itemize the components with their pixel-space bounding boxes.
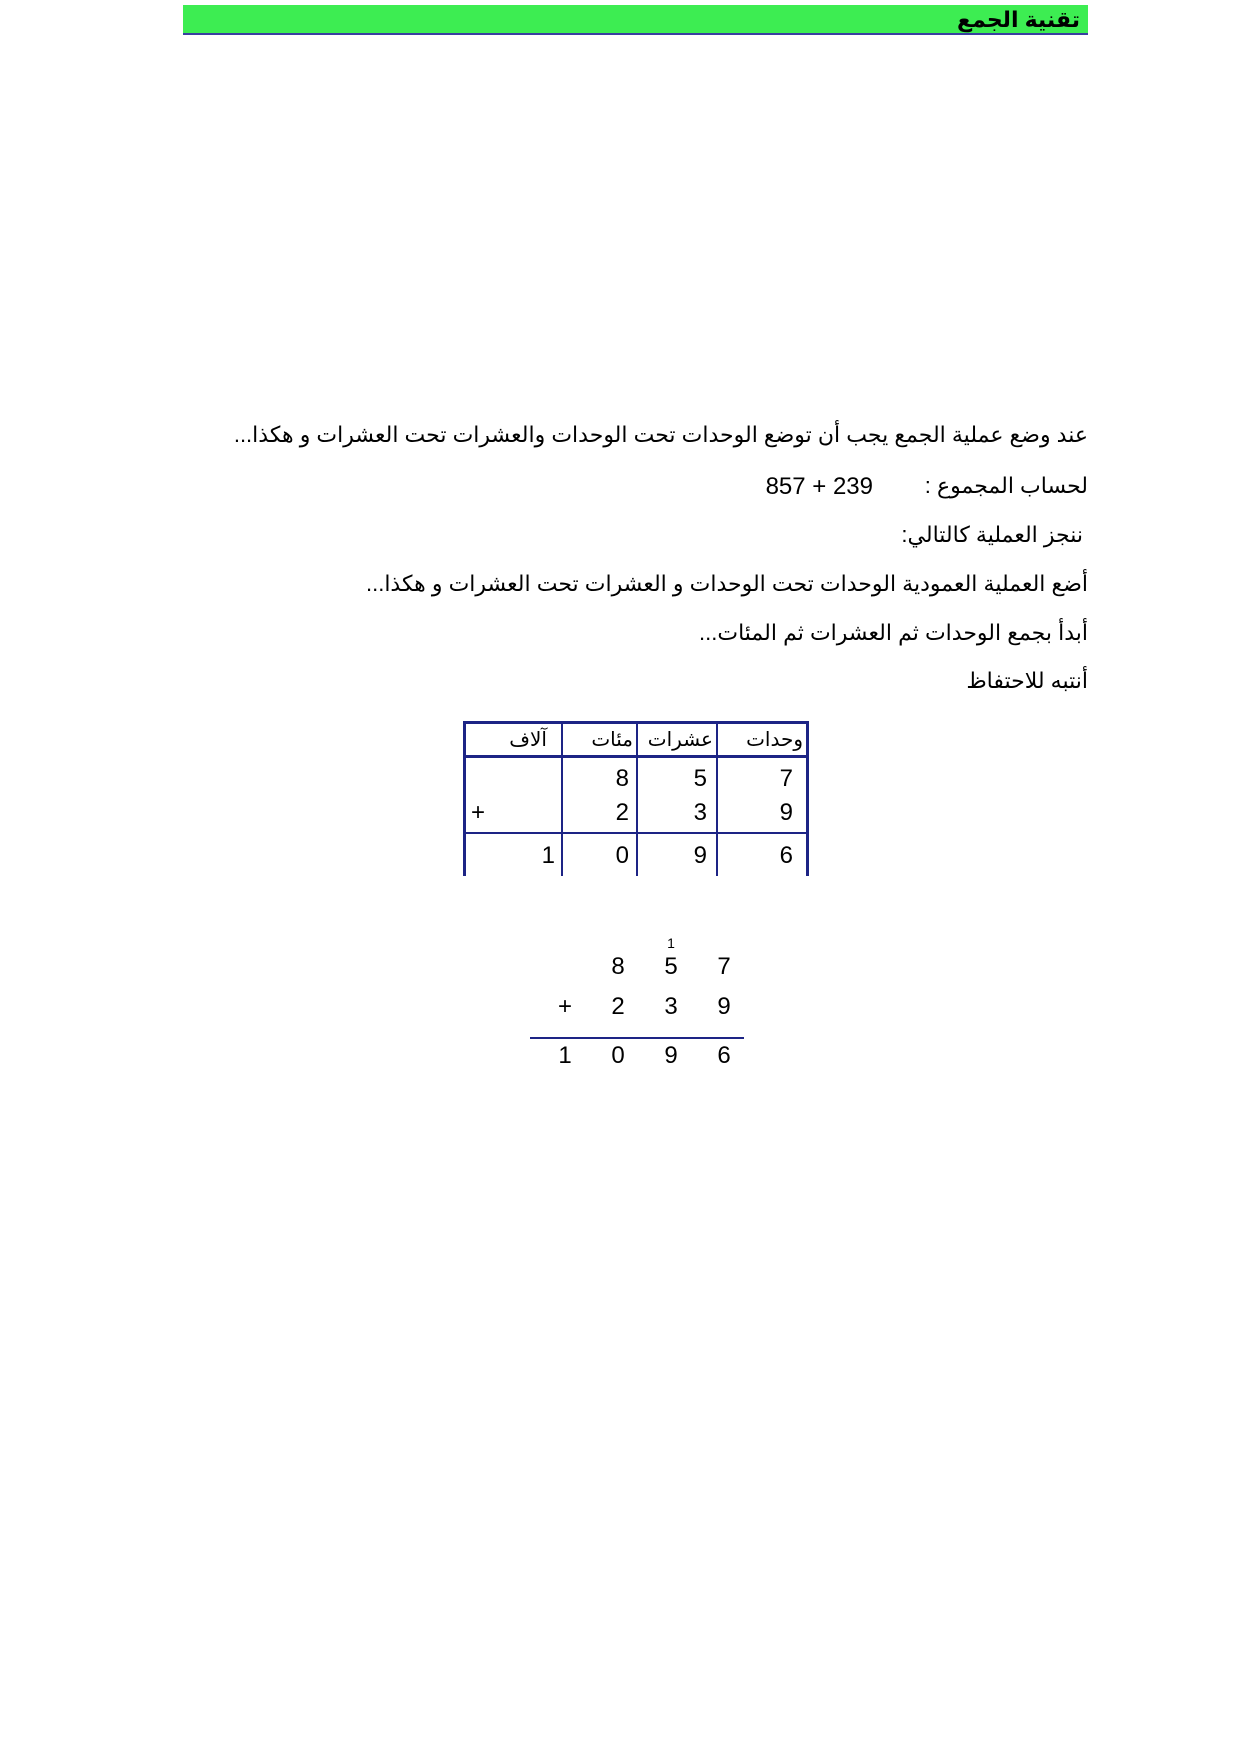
result-rule: [463, 832, 809, 834]
header-hundreds: مئات: [591, 729, 633, 751]
row2-hundreds: 2: [615, 799, 629, 826]
addend1-units: 7: [717, 953, 731, 980]
carry-digit: 1: [667, 935, 675, 951]
table-divider: [636, 721, 638, 876]
sum-units: 6: [717, 1042, 731, 1069]
row2-tens: 3: [693, 799, 707, 826]
sum-tens: 9: [664, 1042, 678, 1069]
header-thousands: آلاف: [509, 729, 547, 751]
result-hundreds: 0: [615, 842, 629, 869]
result-tens: 9: [693, 842, 707, 869]
addend2-tens: 3: [664, 993, 678, 1020]
addend2-hundreds: 2: [611, 993, 625, 1020]
header-bar: [183, 5, 1088, 35]
paragraph-carry-note: أنتبه للاحتفاظ: [966, 668, 1088, 693]
row2-plus-sign: +: [470, 799, 485, 826]
paragraph-step-align: أضع العملية العمودية الوحدات تحت الوحدات و العشرات تحت العشرات و هكذا...: [365, 571, 1088, 596]
row1-units: 7: [779, 765, 793, 792]
sum-label: لحساب المجموع :: [924, 473, 1088, 498]
plus-sign: +: [557, 993, 572, 1020]
row1-hundreds: 8: [615, 765, 629, 792]
place-value-table: [463, 721, 809, 876]
result-thousands: 1: [541, 842, 555, 869]
sum-hundreds: 0: [611, 1042, 625, 1069]
vertical-addition: [525, 935, 745, 1085]
table-divider: [806, 721, 809, 876]
sum-thousands: 1: [558, 1042, 572, 1069]
addend2-units: 9: [717, 993, 731, 1020]
result-units: 6: [779, 842, 793, 869]
row1-tens: 5: [693, 765, 707, 792]
sum-expression: 857 + 239: [765, 473, 873, 500]
header-tens: عشرات: [647, 729, 713, 751]
addend1-tens: 5: [664, 953, 678, 980]
row2-units: 9: [779, 799, 793, 826]
paragraph-rule: عند وضع عملية الجمع يجب أن توضع الوحدات تحت الوحدات والعشرات تحت العشرات و هكذا...: [233, 422, 1088, 447]
header-units: وحدات: [746, 729, 803, 751]
sum-rule: [530, 1037, 744, 1039]
paragraph-procedure: ننجز العملية كالتالي:: [901, 522, 1083, 547]
addend1-hundreds: 8: [611, 953, 625, 980]
page-title: تقنية الجمع: [957, 7, 1080, 32]
paragraph-step-order: أبدأ بجمع الوحدات ثم العشرات ثم المئات...: [699, 620, 1088, 645]
sum-line: [765, 473, 1088, 500]
table-divider: [716, 721, 718, 876]
table-divider: [561, 721, 563, 876]
